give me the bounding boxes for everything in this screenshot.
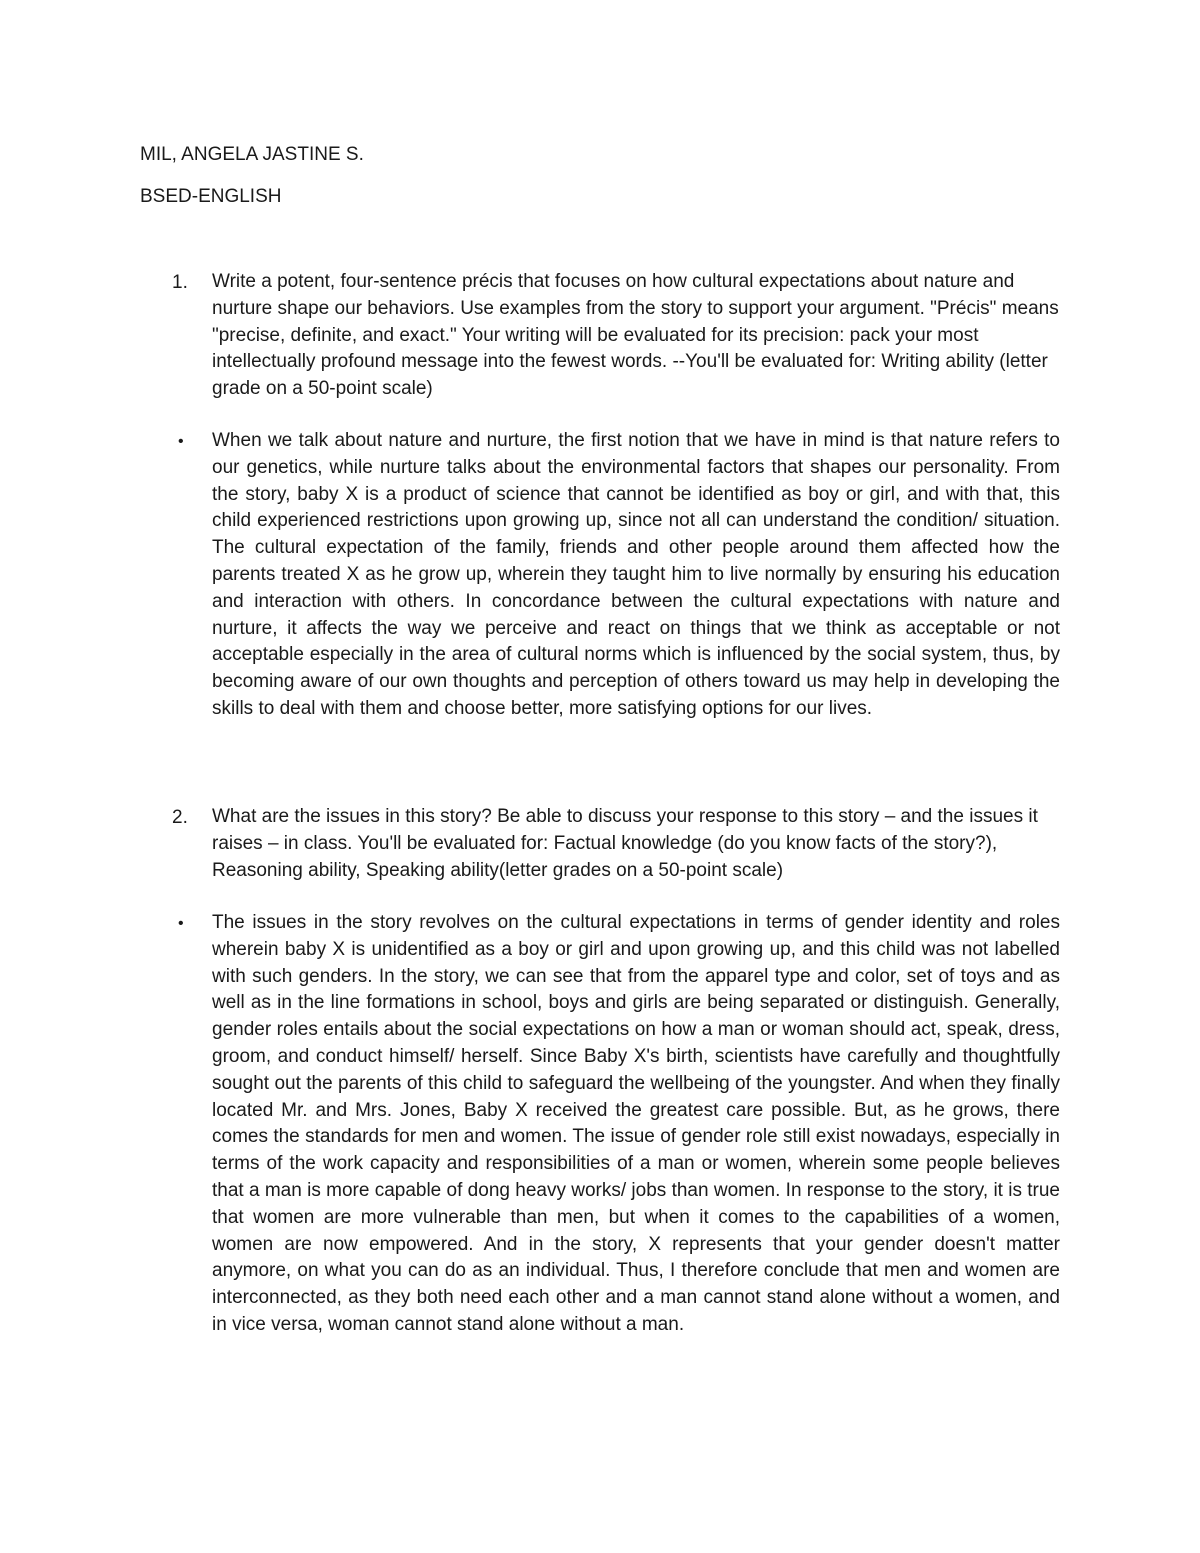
list-number: 2. — [172, 807, 188, 828]
answer-1-text: When we talk about nature and nurture, the first notion that we have in mind is that nature refers to our genetics, while nurture talks about the environmental factors that shapes our personality. From the story, baby X is a product of science that cannot be identified as boy or girl, and with that, this child experienced restrictions upon growing up, since not all can understand the condition/ situation. The cultural expectation of the family, friends and other people around them affected how the parents treated X as he grow up, wherein they taught him to live normally by ensuring his education and interaction with others. In concordance between the cultural expectations with nature and nurture, it affects the way we perceive and react on things that we think as acceptable or not acceptable especially in the area of cultural norms which is influenced by the social system, thus, by becoming aware of our own thoughts and perception of others toward us may help in developing the skills to deal with them and choose better, more satisfying options for our lives. — [212, 430, 1060, 719]
question-2-text: What are the issues in this story? Be able to discuss your response to this story – and the issues it raises – in class. You'll be evaluated for: Factual knowledge (do you know facts of the story?), Reasoning ability, Speaking ability(letter grades on a 50-point scale) — [212, 806, 1038, 881]
student-course: BSED-ENGLISH — [140, 186, 282, 207]
student-name: MIL, ANGELA JASTINE S. — [140, 144, 364, 165]
question-1-text: Write a potent, four-sentence précis that focuses on how cultural expectations about nature and nurture shape our behaviors. Use examples from the story to support your argument. "Précis" means "precise, definite, and exact." Your writing will be evaluated for its precision: pack your most intellectually profound message into the fewest words. --You'll be evaluated for: Writing ability (letter grade on a 50-point scale) — [212, 271, 1059, 400]
list-number: 1. — [172, 272, 188, 293]
answer-2-text: The issues in the story revolves on the cultural expectations in terms of gender identity and roles wherein baby X is unidentified as a boy or girl and upon growing up, and this child was not labelled with such genders. In the story, we can see that from the apparel type and color, set of toys and as well as in the line formations in school, boys and girls are being separated or distinguish. Generally, gender roles entails about the social expectations on how a man or woman should act, speak, dress, groom, and conduct himself/ herself. Since Baby X's birth, scientists have carefully and thoughtfully sought out the parents of this child to safeguard the wellbeing of the youngster. And when they finally located Mr. and Mrs. Jones, Baby X received the greatest care possible. But, as he grows, there comes the standards for men and women. The issue of gender role still exist nowadays, especially in terms of the work capacity and responsibilities of a man or women, wherein some people believes that a man is more capable of dong heavy works/ jobs than women. In response to the story, it is true that women are more vulnerable than men, but when it comes to the capabilities of a women, women are now empowered. And in the story, X represents that your gender doesn't matter anymore, on what you can do as an individual. Thus, I therefore conclude that men and women are interconnected, as they both need each other and a man cannot stand alone without a women, and in vice versa, woman cannot stand alone without a man. — [212, 912, 1060, 1335]
bullet-icon: • — [178, 915, 184, 932]
bullet-icon: • — [178, 433, 184, 450]
